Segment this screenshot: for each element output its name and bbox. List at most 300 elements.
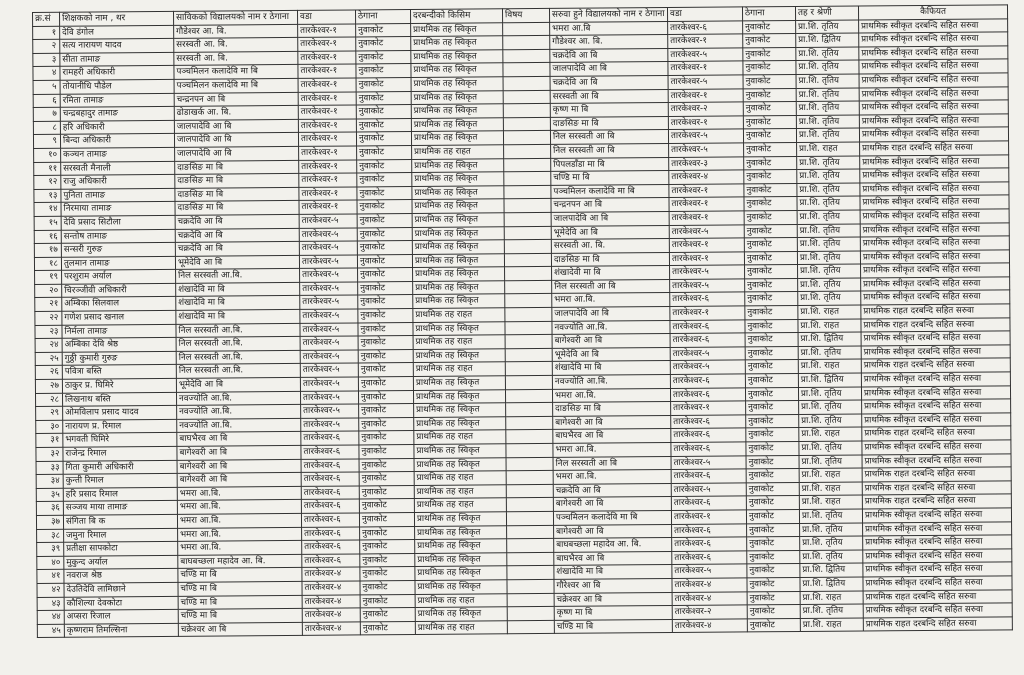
new-ward-cell: तारकेश्वर-१	[670, 306, 745, 320]
remarks-cell: प्राथमिक स्वीकृत दरबन्दि सहित सरुवा	[861, 372, 1010, 387]
teacher-name-cell: प्रतीक्षा सापकोटा	[64, 542, 178, 556]
address-cell: नुवाकोट	[357, 186, 412, 200]
post-type-cell: प्राथमिक तह स्विकृत	[414, 457, 506, 471]
post-type-cell: प्राथमिक तह राहत	[415, 593, 507, 607]
address-cell: नुवाकोट	[357, 213, 412, 227]
level-grade-cell: प्रा.शि. तृतिय	[796, 20, 859, 34]
remarks-cell: प्राथमिक स्वीकृत दरबन्दि सहित सरुवा	[863, 576, 1012, 591]
serial-cell: २८	[35, 393, 62, 407]
ward-cell: तारकेश्वर-६	[301, 499, 359, 513]
previous-school-cell: भमरा आ.बि.	[177, 486, 301, 501]
address-cell: नुवाकोट	[356, 64, 411, 78]
address-cell: नुवाकोट	[357, 241, 412, 255]
previous-school-cell: चण्डि मा बि	[178, 568, 302, 583]
new-address-cell: नुवाकोट	[743, 34, 796, 48]
ward-cell: तारकेश्वर-५	[299, 214, 357, 228]
teacher-name-cell: चिरञ्जीवी अधिकारी	[62, 283, 176, 297]
serial-cell: २५	[35, 352, 62, 366]
serial-cell: १२	[34, 175, 61, 189]
previous-school-cell: जालपादेवि आ बि	[174, 119, 298, 134]
new-address-cell: नुवाकोट	[746, 455, 799, 469]
subject-cell	[505, 280, 552, 294]
serial-cell: ५	[33, 80, 60, 94]
level-grade-cell: प्रा.शि. राहत	[800, 618, 863, 632]
remarks-cell: प्राथमिक स्वीकृत दरबन्दि सहित सरुवा	[863, 562, 1012, 577]
subject-cell	[503, 90, 550, 104]
address-cell: नुवाकोट	[356, 50, 411, 64]
new-ward-cell: तारकेश्वर-४	[672, 619, 747, 633]
level-grade-cell: प्रा.शि. तृतिय	[797, 169, 860, 183]
serial-cell: १७	[34, 243, 61, 257]
new-ward-cell: तारकेश्वर-३	[669, 156, 744, 170]
level-grade-cell: प्रा.शि. राहत	[799, 495, 862, 509]
level-grade-cell: प्रा.शि. राहत	[799, 427, 862, 441]
new-ward-cell: तारकेश्वर-२	[672, 605, 747, 619]
ward-cell: तारकेश्वर-५	[300, 282, 358, 296]
new-ward-cell: तारकेश्वर-६	[670, 292, 745, 306]
previous-school-cell: बागेश्वरी आ बि	[177, 459, 301, 474]
ward-cell: तारकेश्वर-६	[301, 431, 359, 445]
subject-cell	[506, 403, 553, 417]
post-type-cell: प्राथमिक तह स्विकृत	[414, 403, 506, 417]
new-ward-cell: तारकेश्वर-६	[671, 496, 746, 510]
subject-cell	[505, 335, 552, 349]
new-school-cell: भूमेदेवि आ बि	[552, 347, 670, 362]
new-ward-cell: तारकेश्वर-४	[669, 170, 744, 184]
header-new-ward: वडा	[667, 7, 742, 21]
subject-cell	[505, 307, 552, 321]
teacher-transfer-table	[32, 4, 1013, 638]
address-cell: नुवाकोट	[360, 580, 415, 594]
address-cell: नुवाकोट	[358, 322, 413, 336]
serial-cell: ४४	[37, 610, 64, 624]
ward-cell: तारकेश्वर-४	[302, 594, 360, 608]
previous-school-cell: भमरा आ.बि.	[177, 500, 301, 515]
post-type-cell: प्राथमिक तह स्विकृत	[412, 226, 504, 240]
address-cell: नुवाकोट	[359, 404, 414, 418]
subject-cell	[506, 443, 553, 457]
new-ward-cell: तारकेश्वर-१	[671, 510, 746, 524]
serial-cell: २	[33, 39, 60, 53]
header-new-address: ठेगाना	[742, 7, 795, 21]
serial-cell: ४२	[37, 583, 64, 597]
post-type-cell: प्राथमिक तह स्विकृत	[415, 525, 507, 539]
ward-cell: तारकेश्वर-६	[301, 486, 359, 500]
post-type-cell: प्राथमिक तह स्विकृत	[411, 118, 503, 132]
level-grade-cell: प्रा.शि. तृतिय	[800, 550, 863, 564]
new-address-cell: नुवाकोट	[743, 47, 796, 61]
ward-cell: तारकेश्वर-५	[300, 295, 358, 309]
teacher-name-cell: गणेश प्रसाद खनाल	[62, 310, 176, 324]
serial-cell: ८	[33, 121, 60, 135]
new-school-cell: बागेश्वरी आ बि	[553, 415, 671, 430]
ward-cell: तारकेश्वर-४	[302, 567, 360, 581]
remarks-cell: प्राथमिक स्वीकृत दरबन्दि सहित सरुवा	[859, 114, 1008, 129]
new-address-cell: नुवाकोट	[743, 20, 796, 34]
subject-cell	[506, 511, 553, 525]
previous-school-cell: नवज्योति आ.बि.	[176, 391, 300, 406]
ward-cell: तारकेश्वर-१	[299, 200, 357, 214]
previous-school-cell: निल सरस्वती आ.बि.	[176, 323, 300, 338]
new-address-cell: नुवाकोट	[744, 183, 797, 197]
level-grade-cell: प्रा.शि. राहत	[798, 305, 861, 319]
level-grade-cell: प्रा.शि. तृतिय	[800, 536, 863, 550]
post-type-cell: प्राथमिक तह स्विकृत	[415, 553, 507, 567]
teacher-name-cell: संगिता बि क	[63, 514, 177, 528]
address-cell: नुवाकोट	[358, 390, 413, 404]
remarks-cell: प्राथमिक स्वीकृत दरबन्दि सहित सरुवा	[860, 222, 1009, 237]
ward-cell: तारकेश्वर-५	[300, 336, 358, 350]
subject-cell	[506, 498, 553, 512]
address-cell: नुवाकोट	[358, 349, 413, 363]
new-address-cell: नुवाकोट	[746, 482, 799, 496]
new-address-cell: नुवाकोट	[747, 618, 800, 632]
level-grade-cell: प्रा.शि. तृतिय	[799, 455, 862, 469]
subject-cell	[507, 607, 554, 621]
teacher-name-cell: परशुराम अर्याल	[62, 270, 176, 284]
subject-cell	[506, 484, 553, 498]
previous-school-cell: गौडेश्वर आ. बि.	[174, 24, 298, 39]
teacher-name-cell: बिन्दा अधिकारी	[60, 134, 174, 148]
serial-cell: ३५	[36, 488, 63, 502]
subject-cell	[506, 416, 553, 430]
new-ward-cell: तारकेश्वर-१	[668, 34, 743, 48]
subject-cell	[504, 199, 551, 213]
new-school-cell: बाघबच्छला महादेव आ. बि.	[554, 538, 672, 553]
level-grade-cell: प्रा.शि. तृतिय	[796, 47, 859, 61]
previous-school-cell: जालपादेवि आ बि	[174, 133, 298, 148]
address-cell: नुवाकोट	[357, 200, 412, 214]
address-cell: नुवाकोट	[356, 77, 411, 91]
new-address-cell: नुवाकोट	[744, 251, 797, 265]
address-cell: नुवाकोट	[360, 621, 415, 635]
new-ward-cell: तारकेश्वर-५	[669, 224, 744, 238]
subject-cell	[503, 63, 550, 77]
new-ward-cell: तारकेश्वर-५	[670, 360, 745, 374]
level-grade-cell: प्रा.शि. तृतिय	[796, 60, 859, 74]
previous-school-cell: निल सरस्वती आ.बि.	[176, 269, 300, 284]
ward-cell: तारकेश्वर-५	[299, 241, 357, 255]
remarks-cell: प्राथमिक स्वीकृत दरबन्दि सहित सरुवा	[859, 32, 1008, 47]
remarks-cell: प्राथमिक स्वीकृत दरबन्दि सहित सरुवा	[859, 46, 1008, 61]
remarks-cell: प्राथमिक स्वीकृत दरबन्दि सहित सरुवा	[860, 182, 1009, 197]
new-school-cell: जालपादेवि आ बि	[552, 307, 670, 322]
subject-cell	[507, 552, 554, 566]
new-ward-cell: तारकेश्वर-६	[672, 537, 747, 551]
new-school-cell: शंखादेवी मा बि	[552, 266, 670, 281]
post-type-cell: प्राथमिक तह राहत	[414, 485, 506, 499]
ward-cell: तारकेश्वर-४	[302, 608, 360, 622]
new-address-cell: नुवाकोट	[747, 537, 800, 551]
header-teacher-name: शिक्षकको नाम , थर	[60, 11, 174, 25]
previous-school-cell: सरस्वती आ. बि.	[174, 51, 298, 66]
teacher-name-cell: ओमविलाप प्रसाद यादव	[63, 406, 177, 420]
subject-cell	[503, 36, 550, 50]
address-cell: नुवाकोट	[358, 363, 413, 377]
new-ward-cell: तारकेश्वर-६	[668, 21, 743, 35]
new-address-cell: नुवाकोट	[744, 197, 797, 211]
previous-school-cell: शंखादेवि मा बि	[176, 282, 300, 297]
post-type-cell: प्राथमिक तह स्विकृत	[413, 389, 505, 403]
teacher-name-cell: सत्य नारायण यादव	[60, 39, 174, 53]
post-type-cell: प्राथमिक तह स्विकृत	[412, 213, 504, 227]
remarks-cell: प्राथमिक स्वीकृत दरबन्दि सहित सरुवा	[861, 290, 1010, 305]
serial-cell: ३७	[36, 515, 63, 529]
level-grade-cell: प्रा.शि. तृतिय	[799, 509, 862, 523]
serial-cell: ६	[33, 94, 60, 108]
ward-cell: तारकेश्वर-५	[300, 309, 358, 323]
teacher-name-cell: तोयानीधि पौडेल	[60, 79, 174, 93]
ward-cell: तारकेश्वर-५	[300, 391, 358, 405]
new-ward-cell: तारकेश्वर-६	[670, 333, 745, 347]
level-grade-cell: प्रा.शि. तृतिय	[797, 251, 860, 265]
new-school-cell: पञ्चमिलन कलादेवि मा बि	[553, 510, 671, 525]
serial-cell: ४१	[37, 570, 64, 584]
new-school-cell: दाङसिङ मा बि	[550, 116, 668, 131]
serial-cell: ४	[33, 67, 60, 81]
previous-school-cell: चक्रेश्वर आ बि	[178, 622, 302, 637]
ward-cell: तारकेश्वर-१	[298, 78, 356, 92]
new-address-cell: नुवाकोट	[746, 428, 799, 442]
serial-cell: १९	[35, 271, 62, 285]
level-grade-cell: प्रा.शि. राहत	[798, 359, 861, 373]
teacher-name-cell: हरि अधिकारी	[60, 120, 174, 134]
previous-school-cell: भूमेदेवि आ बि	[175, 255, 299, 270]
new-school-cell: दाङसिङ मा बि	[553, 402, 671, 417]
serial-cell: ३२	[36, 447, 63, 461]
remarks-cell: प्राथमिक स्वीकृत दरबन्दि सहित सरुवा	[862, 399, 1011, 414]
new-school-cell: चन्द्रनपन आ बि	[551, 198, 669, 213]
ward-cell: तारकेश्वर-६	[301, 513, 359, 527]
address-cell: नुवाकोट	[359, 417, 414, 431]
new-school-cell: कृष्ण मा बि	[550, 103, 668, 118]
post-type-cell: प्राथमिक तह स्विकृत	[411, 50, 503, 64]
subject-cell	[507, 525, 554, 539]
post-type-cell: प्राथमिक तह स्विकृत	[412, 186, 504, 200]
subject-cell	[503, 76, 550, 90]
previous-school-cell: शंखादेवि मा बि	[176, 296, 300, 311]
teacher-name-cell: कञ्चन तामाङ	[61, 147, 175, 161]
address-cell: नुवाकोट	[357, 159, 412, 173]
new-address-cell: नुवाकोट	[743, 74, 796, 88]
address-cell: नुवाकोट	[359, 499, 414, 513]
level-grade-cell: प्रा.शि. तृतिय	[798, 278, 861, 292]
new-ward-cell: तारकेश्वर-५	[671, 483, 746, 497]
ward-cell: तारकेश्वर-६	[301, 459, 359, 473]
previous-school-cell: ढोडाखर्क आ. बि.	[174, 106, 298, 121]
teacher-name-cell: देवि प्रसाद सिटौला	[61, 215, 175, 229]
post-type-cell: प्राथमिक तह स्विकृत	[411, 90, 503, 104]
remarks-cell: प्राथमिक स्वीकृत दरबन्दि सहित सरुवा	[861, 331, 1010, 346]
new-school-cell: सरस्वती आ बि	[550, 89, 668, 104]
serial-cell: ७	[33, 107, 60, 121]
remarks-cell: प्राथमिक स्वीकृत दरबन्दि सहित सरुवा	[863, 535, 1012, 550]
remarks-cell: प्राथमिक स्वीकृत दरबन्दि सहित सरुवा	[860, 154, 1009, 169]
address-cell: नुवाकोट	[359, 512, 414, 526]
previous-school-cell: जालपादेवि आ बि	[175, 146, 299, 161]
remarks-cell: प्राथमिक स्वीकृत दरबन्दि सहित सरुवा	[861, 277, 1010, 292]
new-ward-cell: तारकेश्वर-५	[668, 75, 743, 89]
address-cell: नुवाकोट	[356, 105, 411, 119]
new-school-cell: गौरेश्वर आ बि	[554, 578, 672, 593]
teacher-name-cell: कुन्ती रिमाल	[63, 474, 177, 488]
post-type-cell: प्राथमिक तह राहत	[414, 430, 506, 444]
ward-cell: तारकेश्वर-१	[299, 146, 357, 160]
remarks-cell: प्राथमिक स्वीकृत दरबन्दि सहित सरुवा	[860, 195, 1009, 210]
remarks-cell: प्राथमिक स्वीकृत दरबन्दि सहित सरुवा	[862, 453, 1011, 468]
header-subject: विषय	[502, 8, 549, 22]
previous-school-cell: बाघबच्छला महादेव आ. बि.	[178, 554, 302, 569]
teacher-name-cell: अप्सरा रिजाल	[64, 609, 178, 623]
ward-cell: तारकेश्वर-१	[299, 173, 357, 187]
new-address-cell: नुवाकोट	[745, 265, 798, 279]
previous-school-cell: पञ्चमिलन कलादेवि मा बि	[174, 65, 298, 80]
new-school-cell: चक्रेश्वर आ बि	[554, 592, 672, 607]
post-type-cell: प्राथमिक तह राहत	[414, 471, 506, 485]
new-address-cell: नुवाकोट	[745, 387, 798, 401]
subject-cell	[506, 471, 553, 485]
previous-school-cell: चन्द्रनपन आ बि	[174, 92, 298, 107]
ward-cell: तारकेश्वर-५	[301, 418, 359, 432]
previous-school-cell: भूमेदेवि आ बि	[176, 377, 300, 392]
subject-cell	[504, 185, 551, 199]
level-grade-cell: प्रा.शि. तृतिय	[797, 183, 860, 197]
post-type-cell: प्राथमिक तह स्विकृत	[415, 580, 507, 594]
teacher-name-cell: पुनिता तामाङ	[61, 188, 175, 202]
teacher-name-cell: नारायण प्र. रिमाल	[63, 419, 177, 433]
post-type-cell: प्राथमिक तह स्विकृत	[415, 607, 507, 621]
level-grade-cell: प्रा.शि. राहत	[799, 482, 862, 496]
new-address-cell: नुवाकोट	[745, 306, 798, 320]
remarks-cell: प्राथमिक राहत दरबन्दि सहित सरुवा	[861, 358, 1010, 373]
address-cell: नुवाकोट	[358, 377, 413, 391]
new-school-cell: भमरा आ.बि.	[553, 470, 671, 485]
new-ward-cell: तारकेश्वर-१	[669, 184, 744, 198]
new-school-cell: भमरा आ.बि.	[552, 388, 670, 403]
remarks-cell: प्राथमिक स्वीकृत दरबन्दि सहित सरुवा	[861, 345, 1010, 360]
serial-cell: १३	[34, 189, 61, 203]
header-level-grade: तह र श्रेणी	[795, 6, 858, 20]
ward-cell: तारकेश्वर-६	[302, 527, 360, 541]
new-school-cell: भूमेदेवि आ बि	[551, 225, 669, 240]
post-type-cell: प्राथमिक तह स्विकृत	[411, 77, 503, 91]
new-ward-cell: तारकेश्वर-२	[668, 102, 743, 116]
ward-cell: तारकेश्वर-१	[299, 159, 357, 173]
subject-cell	[507, 566, 554, 580]
ward-cell: तारकेश्वर-१	[298, 51, 356, 65]
new-school-cell: बागेश्वरी आ बि	[553, 497, 671, 512]
new-ward-cell: तारकेश्वर-६	[671, 428, 746, 442]
teacher-name-cell: ठाकुर प्र. घिमिरे	[62, 378, 176, 392]
new-school-cell: निल सरस्वती आ बि	[553, 456, 671, 471]
new-school-cell: बागेश्वरी आ बि	[552, 334, 670, 349]
header-serial: क्र.सं	[33, 12, 60, 26]
ward-cell: तारकेश्वर-५	[299, 227, 357, 241]
subject-cell	[504, 226, 551, 240]
remarks-cell: प्राथमिक स्वीकृत दरबन्दि सहित सरुवा	[859, 86, 1008, 101]
previous-school-cell: भमरा आ.बि.	[177, 513, 301, 528]
teacher-name-cell: मुकुन्द अर्याल	[64, 555, 178, 569]
teacher-name-cell: सरस्वती मैनाली	[61, 161, 175, 175]
new-address-cell: नुवाकोट	[746, 441, 799, 455]
teacher-name-cell: रामहरी अधिकारी	[60, 66, 174, 80]
new-school-cell: गौडेश्वर आ. बि.	[550, 35, 668, 50]
address-cell: नुवाकोट	[360, 553, 415, 567]
remarks-cell: प्राथमिक राहत दरबन्दि सहित सरुवा	[860, 141, 1009, 156]
teacher-name-cell: पवित्रा बस्ति	[62, 365, 176, 379]
new-school-cell: शंखादेवि मा बि	[552, 361, 670, 376]
new-address-cell: नुवाकोट	[746, 401, 799, 415]
new-address-cell: नुवाकोट	[747, 550, 800, 564]
new-address-cell: नुवाकोट	[747, 577, 800, 591]
serial-cell: ४५	[37, 624, 64, 638]
subject-cell	[503, 49, 550, 63]
teacher-name-cell: अम्बिका सिलवाल	[62, 297, 176, 311]
teacher-name-cell: सन्सरी गुरुङ	[61, 242, 175, 256]
new-address-cell: नुवाकोट	[745, 292, 798, 306]
level-grade-cell: प्रा.शि. द्वितिय	[800, 577, 863, 591]
new-address-cell: नुवाकोट	[744, 238, 797, 252]
teacher-name-cell: हरि प्रसाद रिमाल	[63, 487, 177, 501]
previous-school-cell: निल सरस्वती आ.बि.	[176, 364, 300, 379]
address-cell: नुवाकोट	[356, 91, 411, 105]
teacher-name-cell: सीता तामाङ	[60, 52, 174, 66]
post-type-cell: प्राथमिक तह राहत	[413, 308, 505, 322]
address-cell: नुवाकोट	[356, 132, 411, 146]
new-address-cell: नुवाकोट	[745, 319, 798, 333]
subject-cell	[507, 620, 554, 634]
ward-cell: तारकेश्वर-१	[298, 132, 356, 146]
serial-cell: २६	[35, 366, 62, 380]
level-grade-cell: प्रा.शि. राहत	[800, 591, 863, 605]
new-address-cell: नुवाकोट	[745, 278, 798, 292]
previous-school-cell: भमरा आ.बि.	[178, 541, 302, 556]
new-ward-cell: तारकेश्वर-५	[670, 279, 745, 293]
level-grade-cell: प्रा.शि. तृतिय	[796, 88, 859, 102]
previous-school-cell: निल सरस्वती आ.बि.	[176, 350, 300, 365]
serial-cell: १६	[34, 230, 61, 244]
previous-school-cell: चक्रदेवि आ बि	[175, 228, 299, 243]
new-address-cell: नुवाकोट	[746, 496, 799, 510]
remarks-cell: प्राथमिक स्वीकृत दरबन्दि सहित सरुवा	[860, 168, 1009, 183]
serial-cell: १०	[34, 148, 61, 162]
level-grade-cell: प्रा.शि. तृतिय	[799, 441, 862, 455]
subject-cell	[503, 131, 550, 145]
serial-cell: २१	[35, 298, 62, 312]
post-type-cell: प्राथमिक तह स्विकृत	[413, 376, 505, 390]
header-ward: वडा	[297, 10, 355, 24]
level-grade-cell: प्रा.शि. तृतिय	[800, 523, 863, 537]
ward-cell: तारकेश्वर-१	[298, 24, 356, 38]
level-grade-cell: प्रा.शि. तृतिय	[800, 604, 863, 618]
header-previous-school: साविकको विद्यालयको नाम र ठेगाना	[173, 10, 297, 25]
table-body	[33, 18, 1013, 637]
previous-school-cell: चण्डि मा बि	[178, 595, 302, 610]
address-cell: नुवाकोट	[360, 540, 415, 554]
new-ward-cell: तारकेश्वर-५	[672, 564, 747, 578]
previous-school-cell: बाघभैरव आ बि	[177, 432, 301, 447]
new-address-cell: नुवाकोट	[744, 142, 797, 156]
address-cell: नुवाकोट	[357, 145, 412, 159]
teacher-name-cell: गुठ्ठी कुमारी गुरुङ	[62, 351, 176, 365]
new-school-cell: जालपादेवि आ बि	[551, 211, 669, 226]
ward-cell: तारकेश्वर-६	[301, 445, 359, 459]
post-type-cell: प्राथमिक तह स्विकृत	[412, 158, 504, 172]
level-grade-cell: प्रा.शि. तृतिय	[798, 264, 861, 278]
remarks-cell: प्राथमिक राहत दरबन्दि सहित सरुवा	[862, 426, 1011, 441]
ward-cell: तारकेश्वर-४	[302, 581, 360, 595]
new-ward-cell: तारकेश्वर-५	[670, 347, 745, 361]
